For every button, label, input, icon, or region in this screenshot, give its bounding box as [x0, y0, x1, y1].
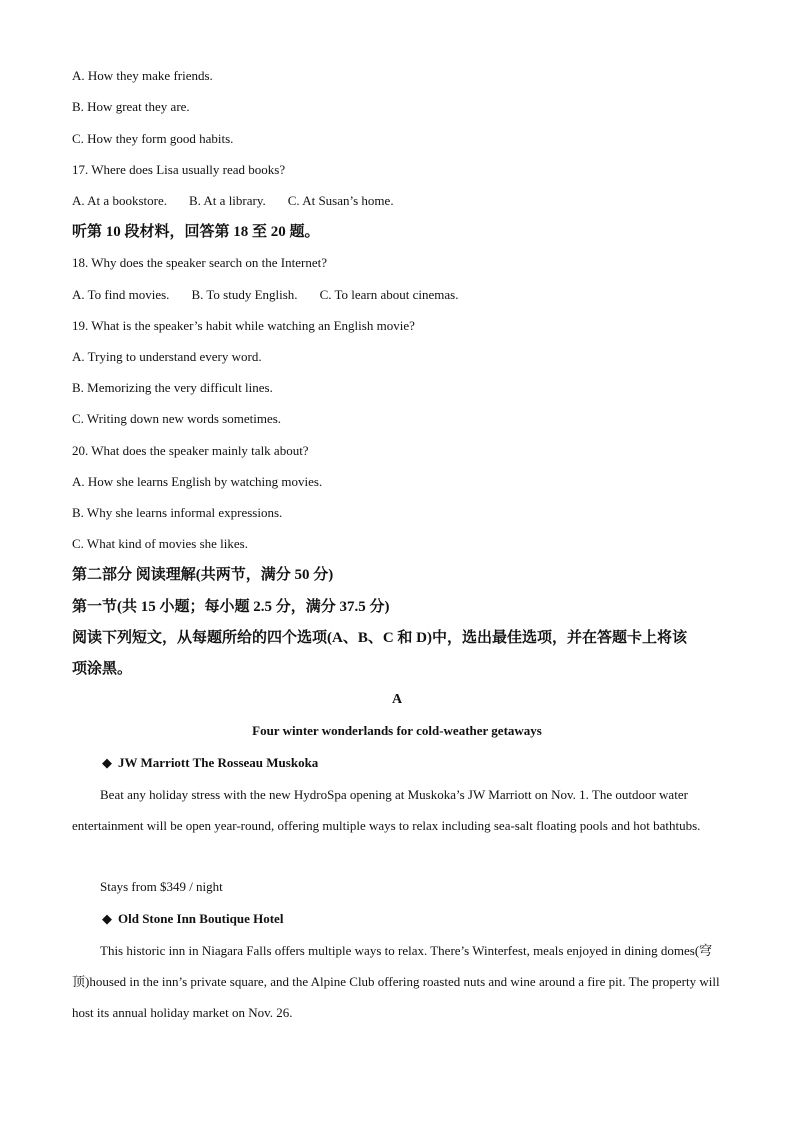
q17-option-a: A. At a bookstore.: [72, 193, 167, 208]
q18-option-b: B. To study English.: [191, 287, 298, 302]
question-17: 17. Where does Lisa usually read books?: [72, 162, 286, 177]
q20-option-b: B. Why she learns informal expressions.: [72, 505, 283, 520]
passage-title: Four winter wonderlands for cold-weather getaways: [252, 723, 542, 738]
question-18: 18. Why does the speaker search on the Internet?: [72, 255, 327, 270]
item-2-heading: [102, 911, 724, 927]
q16-option-a: A. How they make friends.: [72, 68, 213, 83]
part-2-heading: 第二部分 阅读理解(共两节，满分 50 分): [72, 567, 334, 583]
q20-option-c: C. What kind of movies she likes.: [72, 536, 248, 551]
q17-option-c: C. At Susan’s home.: [287, 193, 394, 208]
diamond-bullet-icon: ◆: [102, 755, 112, 770]
q16-option-b: B. How great they are.: [72, 99, 190, 114]
diamond-bullet-icon: ◆: [102, 911, 112, 926]
item-1-title: JW Marriott The Rosseau Muskoka: [118, 755, 319, 770]
question-20: 20. What does the speaker mainly talk about?: [72, 443, 309, 458]
section-1-heading: 第一节(共 15 小题；每小题 2.5 分，满分 37.5 分): [72, 599, 390, 615]
q18-option-a: A. To find movies.: [72, 287, 170, 302]
item-2-title: Old Stone Inn Boutique Hotel: [118, 911, 284, 926]
q17-option-b: B. At a library.: [188, 193, 266, 208]
item-2-body: This historic inn in Niagara Falls offers multiple ways to relax. There’s Winterfest, meals enjoyed in dining domes(穹顶)housed in the inn’s private square, and the Alpine Club offering roasted nuts and wine around a fire pit. The property will host its annual holiday market on Nov. 26.: [72, 943, 720, 1020]
q20-option-a: A. How she learns English by watching movies.: [72, 474, 323, 489]
item-1-heading: [102, 755, 724, 771]
q16-option-c: C. How they form good habits.: [72, 131, 234, 146]
item-1-price: Stays from $349 / night: [100, 879, 223, 894]
q17-options: [72, 193, 724, 209]
q19-option-c: C. Writing down new words sometimes.: [72, 411, 282, 426]
section-10-heading: 听第 10 段材料，回答第 18 至 20 题。: [72, 224, 320, 240]
instruction-line-2: 项涂黑。: [72, 661, 133, 677]
question-19: 19. What is the speaker’s habit while watching an English movie?: [72, 318, 415, 333]
q18-option-c: C. To learn about cinemas.: [319, 287, 459, 302]
q19-option-b: B. Memorizing the very difficult lines.: [72, 380, 273, 395]
instruction-line-1: 阅读下列短文，从每题所给的四个选项(A、B、C 和 D)中，选出最佳选项，并在答题卡上将该: [72, 630, 687, 646]
q19-option-a: A. Trying to understand every word.: [72, 349, 262, 364]
q18-options: [72, 287, 724, 303]
passage-letter: A: [391, 692, 403, 707]
item-1-body: Beat any holiday stress with the new HydroSpa opening at Muskoka’s JW Marriott on Nov. 1. The outdoor water entertainment will be open year-round, offering multiple ways to relax including sea-salt floating pools and hot bathtubs.: [72, 787, 701, 833]
